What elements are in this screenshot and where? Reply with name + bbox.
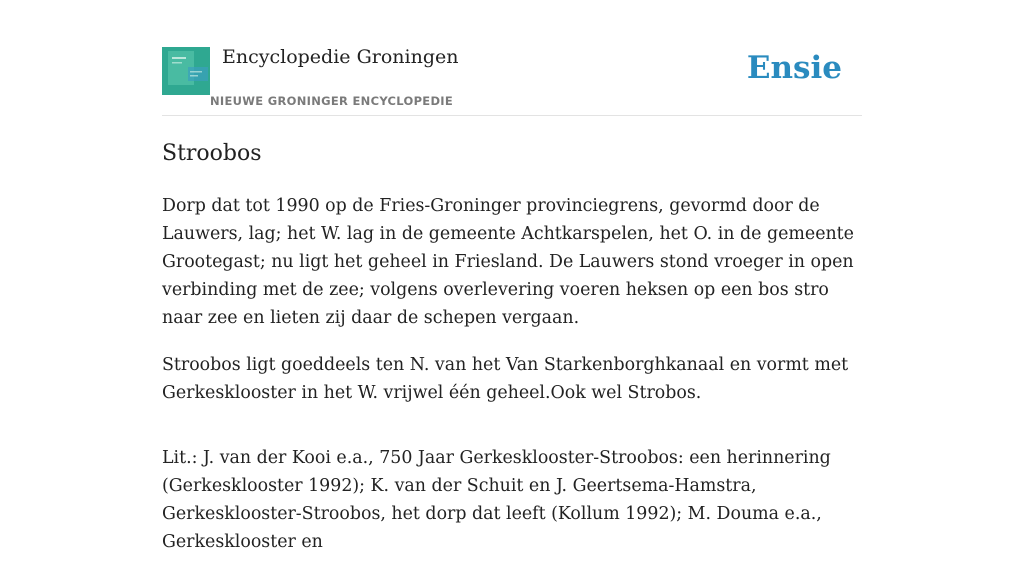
site-logo[interactable] <box>162 47 210 95</box>
literature-paragraph: Lit.: J. van der Kooi e.a., 750 Jaar Gerkesklooster-Stroobos: een herinnering (Gerkesklooster 1992); K. van der Schuit en J. Geertsema-Hamstra, Gerkesklooster-Stroobos, het dorp dat leeft (Kollum 1992); M. Douma e.a., Gerkesklooster en <box>162 448 831 552</box>
site-subtitle: NIEUWE GRONINGER ENCYCLOPEDIE <box>210 94 454 108</box>
article-title: Stroobos <box>162 141 262 166</box>
article-body <box>162 192 862 575</box>
site-header <box>162 0 862 116</box>
article-paragraph: Stroobos ligt goeddeels ten N. van het Van Starkenborghkanaal en vormt met Gerkesklooster in het W. vrijwel één geheel.Ook wel Strobos. <box>162 355 849 403</box>
book-cover-icon <box>162 47 210 95</box>
article-paragraph: Dorp dat tot 1990 op de Fries-Groninger provinciegrens, gevormd door de Lauwers, lag; het W. lag in de gemeente Achtkarspelen, het O. in de gemeente Grootegast; nu ligt het geheel in Friesland. De Lauwers stond vroeger in open verbinding met de zee; volgens overlevering voeren heksen op een bos stro naar zee en lieten zij daar de schepen vergaan. <box>162 196 854 328</box>
site-title[interactable]: Encyclopedie Groningen <box>222 46 459 68</box>
content-container <box>162 0 862 552</box>
ensie-brand-link[interactable]: Ensie <box>746 50 842 86</box>
